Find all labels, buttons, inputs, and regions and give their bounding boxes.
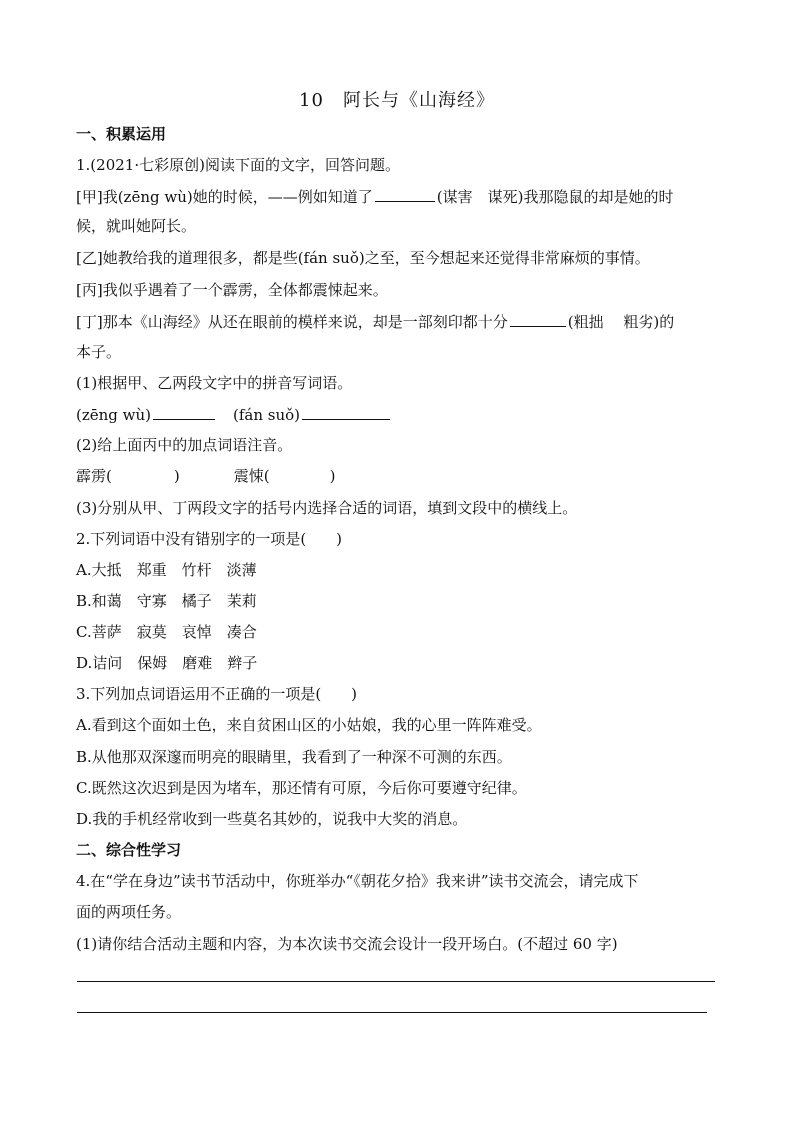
question-1-intro: 1.(2021·七彩原创)阅读下面的文字，回答问题。 xyxy=(76,156,400,174)
passage-ding-line1 xyxy=(76,311,726,332)
answer-blank-fansuo[interactable] xyxy=(302,404,390,420)
question-3-option-c[interactable]: C.既然这次迟到是因为堵车，那还情有可原，今后你可要遵守纪律。 xyxy=(76,779,527,797)
question-2-option-b[interactable]: B.和蔼 守寡 橘子 茉莉 xyxy=(76,592,257,610)
pinyin-fansuo: (fán suǒ) xyxy=(233,406,301,424)
fill-blank-jia[interactable] xyxy=(375,186,435,202)
question-3-option-a[interactable]: A.看到这个面如土色，来自贫困山区的小姑娘，我的心里一阵阵难受。 xyxy=(76,716,542,734)
question-3-stem: 3.下列加点词语运用不正确的一项是( ) xyxy=(76,685,358,703)
question-4-stem-line1: 4.在“学在身边”读书节活动中，你班举办“《朝花夕拾》我来讲”读书交流会，请完成下 xyxy=(76,872,639,890)
passage-ding-text-a: [丁]那本《山海经》从还在眼前的模样来说，却是一部刻印都十分 xyxy=(76,313,508,331)
answer-blank-zengwu[interactable] xyxy=(153,404,215,420)
close-paren-1: ) xyxy=(173,467,180,485)
fill-blank-ding[interactable] xyxy=(510,311,566,327)
answer-line-1[interactable] xyxy=(77,981,715,982)
question-3-option-d[interactable]: D.我的手机经常收到一些莫名其妙的，说我中大奖的消息。 xyxy=(76,810,468,828)
pinyin-zengwu: (zēng wù) xyxy=(76,406,152,424)
passage-ding-line2: 本子。 xyxy=(76,343,122,361)
question-1-sub1: (1)根据甲、乙两段文字中的拼音写词语。 xyxy=(76,374,353,392)
passage-jia-text-b: (谋害 谋死)我那隐鼠的却是她的时 xyxy=(436,188,674,206)
answer-line-2[interactable] xyxy=(77,1012,707,1013)
close-paren-2: ) xyxy=(329,467,336,485)
page-title: 10 阿长与《山海经》 xyxy=(299,90,495,111)
question-2-option-d[interactable]: D.诘问 保姆 磨难 辫子 xyxy=(76,654,258,672)
question-2-stem: 2.下列词语中没有错别字的一项是( ) xyxy=(76,530,343,548)
question-2-option-c[interactable]: C.菩萨 寂莫 哀悼 凑合 xyxy=(76,623,257,641)
passage-bing: [丙]我似乎遇着了一个霹雳，全体都震悚起来。 xyxy=(76,281,388,299)
passage-jia-line2: 候，就叫她阿长。 xyxy=(76,217,197,235)
question-1-sub3: (3)分别从甲、丁两段文字的括号内选择合适的词语，填到文段中的横线上。 xyxy=(76,499,578,517)
question-4-stem-line2: 面的两项任务。 xyxy=(76,903,182,921)
word-zhensong: 震悚( xyxy=(233,467,270,485)
question-2-option-a[interactable]: A.大抵 郑重 竹杆 淡薄 xyxy=(76,561,257,579)
question-1-sub1-answers xyxy=(76,404,726,425)
question-3-option-b[interactable]: B.从他那双深邃而明亮的眼睛里，我看到了一种深不可测的东西。 xyxy=(76,748,512,766)
passage-jia-text-a: [甲]我(zēng wù)她的时候，——例如知道了 xyxy=(76,188,373,206)
section-heading-accumulation: 一、积累运用 xyxy=(76,125,167,143)
passage-yi: [乙]她教给我的道理很多，都是些(fán suǒ)之至，至今想起来还觉得非常麻烦的事情。 xyxy=(76,249,650,267)
question-4-sub1: (1)请你结合活动主题和内容，为本次读书交流会设计一段开场白。(不超过 60 字) xyxy=(76,935,618,953)
passage-jia-line1 xyxy=(76,186,726,207)
passage-ding-text-b: (粗拙 粗劣)的 xyxy=(567,313,675,331)
question-1-sub2: (2)给上面丙中的加点词语注音。 xyxy=(76,436,293,454)
section-heading-comprehensive: 二、综合性学习 xyxy=(76,841,182,859)
word-pili: 霹雳( xyxy=(76,467,112,485)
question-1-sub2-answers xyxy=(76,466,726,486)
